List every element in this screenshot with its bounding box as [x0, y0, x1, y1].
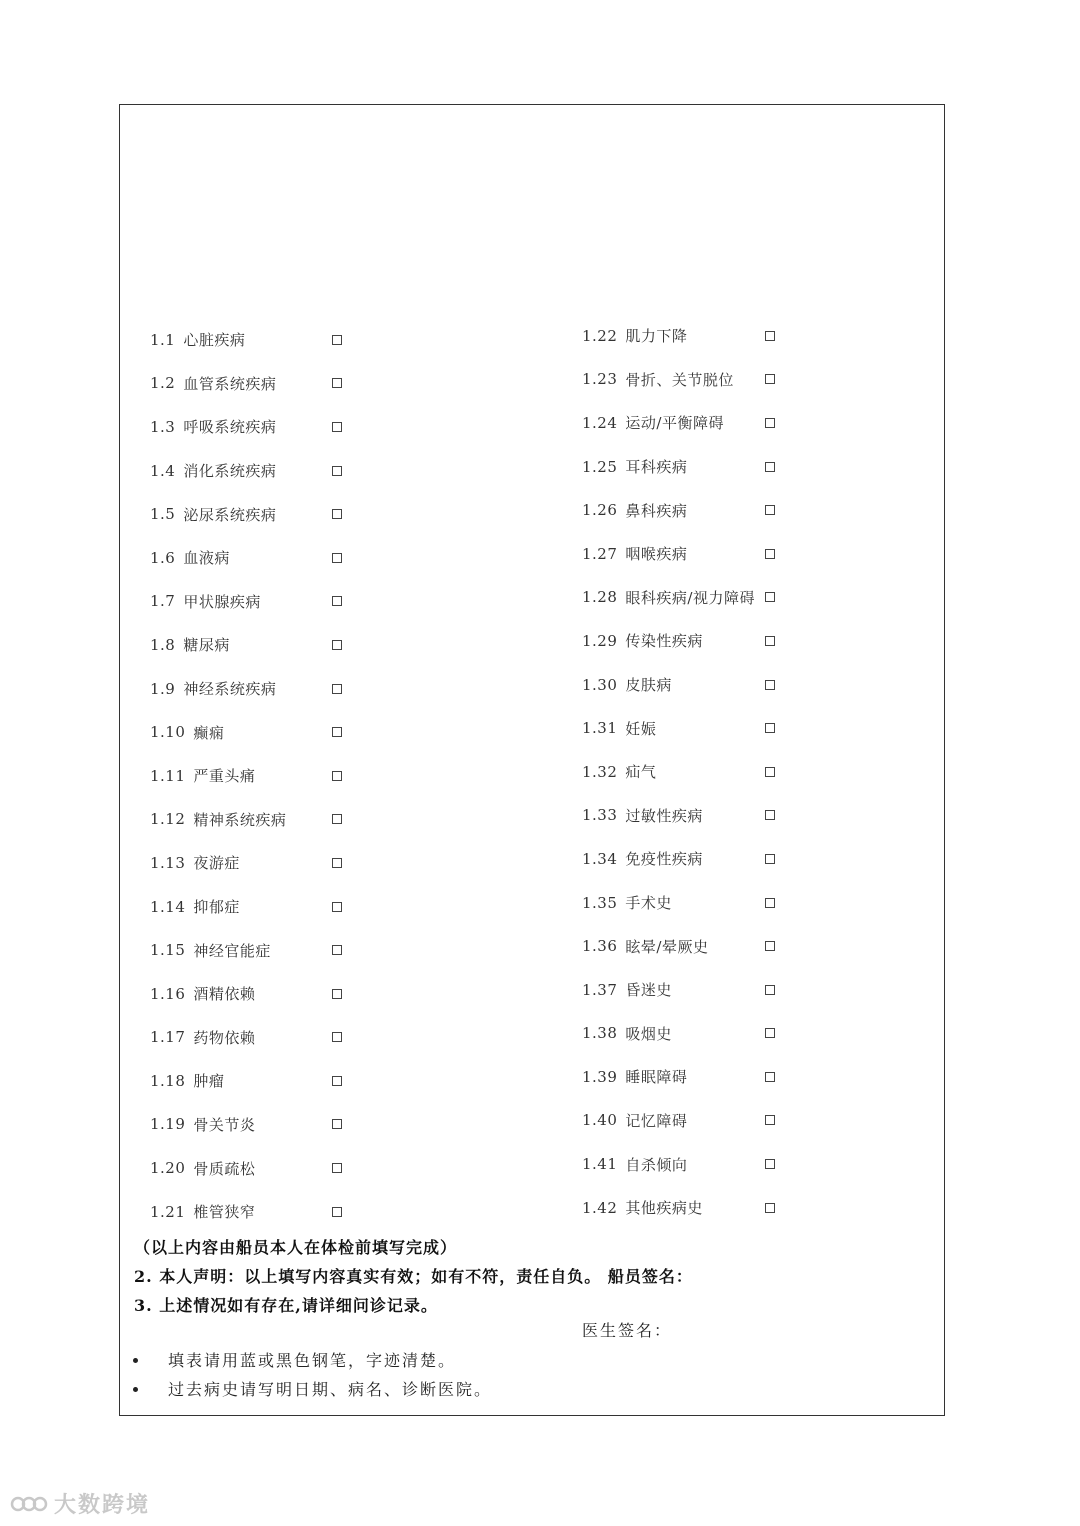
checklist-item	[150, 754, 286, 798]
checklist-item	[582, 1142, 755, 1186]
item-number: 1.16	[150, 984, 186, 1003]
checkbox[interactable]	[332, 684, 342, 694]
item-number: 1.28	[582, 588, 618, 607]
item-number: 1.35	[582, 893, 618, 912]
note-detailed-inquiry: 3. 上述情况如有存在,请详细问诊记录。	[134, 1296, 438, 1315]
item-number: 1.9	[150, 679, 176, 698]
item-label: 神经官能症	[193, 941, 271, 960]
checkbox[interactable]	[332, 1076, 342, 1086]
item-number: 1.20	[150, 1159, 186, 1178]
checkbox[interactable]	[332, 466, 342, 476]
item-number: 1.29	[582, 631, 618, 650]
item-label: 肌力下降	[625, 327, 688, 346]
checkbox[interactable]	[332, 596, 342, 606]
item-label: 呼吸系统疾病	[183, 418, 277, 437]
checkbox[interactable]	[332, 902, 342, 912]
checkbox[interactable]	[765, 331, 775, 341]
checkbox[interactable]	[765, 1203, 775, 1213]
item-number: 1.10	[150, 723, 186, 742]
item-number: 1.8	[150, 635, 176, 654]
item-label: 癫痫	[193, 723, 225, 742]
item-label: 血液病	[183, 549, 230, 568]
item-number: 1.41	[582, 1155, 618, 1174]
checklist-item	[582, 445, 755, 489]
item-label: 眩晕/晕厥史	[625, 937, 709, 956]
left-checklist	[150, 318, 286, 1233]
item-label: 皮肤病	[625, 676, 672, 695]
checklist-item	[150, 885, 286, 929]
checkbox[interactable]	[765, 854, 775, 864]
checklist-item	[582, 1186, 755, 1230]
item-label: 过敏性疾病	[625, 806, 703, 825]
bullet-icon	[133, 1387, 138, 1392]
instruction-item	[133, 1346, 492, 1375]
item-number: 1.15	[150, 941, 186, 960]
item-number: 1.12	[150, 810, 186, 829]
checklist-item	[150, 1059, 286, 1103]
checkbox[interactable]	[332, 989, 342, 999]
item-number: 1.36	[582, 937, 618, 956]
checkbox[interactable]	[332, 814, 342, 824]
item-number: 1.37	[582, 980, 618, 999]
item-label: 泌尿系统疾病	[183, 505, 277, 524]
checklist-item	[582, 619, 755, 663]
checklist-item	[582, 576, 755, 620]
item-number: 1.30	[582, 675, 618, 694]
bullet-icon	[133, 1358, 138, 1363]
item-number: 1.6	[150, 548, 176, 567]
checklist-item	[150, 362, 286, 406]
item-label: 甲状腺疾病	[183, 592, 261, 611]
checklist-item	[582, 837, 755, 881]
item-number: 1.39	[582, 1067, 618, 1086]
item-label: 耳科疾病	[625, 458, 688, 477]
item-number: 1.21	[150, 1202, 186, 1221]
item-label: 严重头痛	[193, 767, 256, 786]
watermark-text: 大数跨境	[54, 1493, 151, 1518]
item-number: 1.7	[150, 592, 176, 611]
checkbox[interactable]	[332, 1207, 342, 1217]
item-label: 神经系统疾病	[183, 680, 277, 699]
checkbox[interactable]	[332, 553, 342, 563]
item-number: 1.13	[150, 853, 186, 872]
checklist-item	[582, 1099, 755, 1143]
checklist-item	[150, 536, 286, 580]
checkbox[interactable]	[765, 1072, 775, 1082]
checklist-item	[582, 1012, 755, 1056]
checklist-item	[150, 318, 286, 362]
item-label: 心脏疾病	[183, 331, 246, 350]
watermark-logo-icon	[10, 1493, 48, 1515]
item-number: 1.24	[582, 413, 618, 432]
checkbox[interactable]	[332, 640, 342, 650]
checklist-item	[582, 924, 755, 968]
item-label: 骨关节炎	[193, 1115, 256, 1134]
item-label: 鼻科疾病	[625, 501, 688, 520]
checklist-item	[582, 401, 755, 445]
checklist-item	[582, 881, 755, 925]
checkbox[interactable]	[765, 418, 775, 428]
item-label: 椎管狭窄	[193, 1203, 256, 1222]
checkbox[interactable]	[332, 1119, 342, 1129]
item-label: 精神系统疾病	[193, 810, 287, 829]
checklist-item	[582, 358, 755, 402]
instruction-text: 填表请用蓝或黑色钢笔，字迹清楚。	[168, 1351, 457, 1370]
checkbox[interactable]	[765, 1159, 775, 1169]
checklist-item	[582, 532, 755, 576]
item-number: 1.34	[582, 849, 618, 868]
checklist-item	[150, 710, 286, 754]
item-number: 1.17	[150, 1028, 186, 1047]
checkbox[interactable]	[765, 898, 775, 908]
instruction-item	[133, 1375, 492, 1404]
checkbox[interactable]	[765, 462, 775, 472]
checklist-item	[150, 972, 286, 1016]
item-number: 1.23	[582, 370, 618, 389]
checkbox[interactable]	[332, 1163, 342, 1173]
checkbox[interactable]	[765, 941, 775, 951]
item-number: 1.11	[150, 766, 186, 785]
item-label: 记忆障碍	[625, 1111, 688, 1130]
item-number: 1.1	[150, 330, 176, 349]
item-label: 骨折、关节脱位	[625, 370, 734, 389]
checklist-item	[582, 968, 755, 1012]
checklist-item	[150, 667, 286, 711]
checkbox[interactable]	[765, 374, 775, 384]
item-label: 其他疾病史	[625, 1199, 703, 1218]
declaration-notes	[134, 1233, 693, 1320]
checklist-item	[150, 928, 286, 972]
checkbox[interactable]	[765, 723, 775, 733]
item-label: 吸烟史	[625, 1024, 672, 1043]
checkbox[interactable]	[332, 422, 342, 432]
item-label: 疝气	[625, 763, 657, 782]
checkbox[interactable]	[765, 767, 775, 777]
item-label: 糖尿病	[183, 636, 230, 655]
item-label: 骨质疏松	[193, 1159, 256, 1178]
item-number: 1.33	[582, 806, 618, 825]
checklist-item	[150, 492, 286, 536]
checkbox[interactable]	[765, 985, 775, 995]
item-number: 1.38	[582, 1024, 618, 1043]
item-label: 药物依赖	[193, 1028, 256, 1047]
item-label: 昏迷史	[625, 981, 672, 1000]
checklist-item	[150, 1016, 286, 1060]
item-label: 妊娠	[625, 719, 657, 738]
item-number: 1.18	[150, 1071, 186, 1090]
item-label: 肿瘤	[193, 1072, 225, 1091]
item-number: 1.42	[582, 1198, 618, 1217]
item-number: 1.4	[150, 461, 176, 480]
checkbox[interactable]	[765, 1028, 775, 1038]
checkbox[interactable]	[765, 810, 775, 820]
item-label: 眼科疾病/视力障碍	[625, 588, 755, 607]
checkbox[interactable]	[332, 727, 342, 737]
checklist-item	[582, 1055, 755, 1099]
item-label: 抑郁症	[193, 898, 240, 917]
item-label: 咽喉疾病	[625, 545, 688, 564]
checklist-item	[582, 750, 755, 794]
doctor-signature-label: 医生签名：	[582, 1321, 673, 1340]
item-label: 酒精依赖	[193, 985, 256, 1004]
checklist-item	[582, 488, 755, 532]
item-number: 1.19	[150, 1115, 186, 1134]
item-number: 1.2	[150, 374, 176, 393]
item-number: 1.32	[582, 762, 618, 781]
checklist-item	[150, 580, 286, 624]
item-label: 消化系统疾病	[183, 462, 277, 481]
item-number: 1.26	[582, 501, 618, 520]
instruction-text: 过去病史请写明日期、病名、诊断医院。	[168, 1380, 493, 1399]
note-declaration-seafarer-signature: 2. 本人声明：以上填写内容真实有效；如有不符，责任自负。 船员签名：	[134, 1267, 693, 1286]
watermark	[10, 1488, 150, 1519]
item-number: 1.5	[150, 505, 176, 524]
checklist-item	[582, 314, 755, 358]
checkbox[interactable]	[765, 549, 775, 559]
checkbox[interactable]	[332, 378, 342, 388]
item-label: 运动/平衡障碍	[625, 414, 724, 433]
checklist-item	[150, 405, 286, 449]
item-number: 1.40	[582, 1111, 618, 1130]
checklist-item	[150, 1146, 286, 1190]
checkbox[interactable]	[765, 680, 775, 690]
item-label: 手术史	[625, 894, 672, 913]
item-number: 1.31	[582, 719, 618, 738]
item-label: 传染性疾病	[625, 632, 703, 651]
item-number: 1.3	[150, 417, 176, 436]
checkbox[interactable]	[332, 771, 342, 781]
checklist-item	[582, 794, 755, 838]
checklist-item	[150, 1103, 286, 1147]
item-number: 1.25	[582, 457, 618, 476]
checkbox[interactable]	[765, 592, 775, 602]
checklist-item	[150, 449, 286, 493]
item-label: 免疫性疾病	[625, 850, 703, 869]
checkbox[interactable]	[765, 1115, 775, 1125]
instructions-list	[133, 1346, 492, 1404]
item-label: 睡眠障碍	[625, 1068, 688, 1087]
item-label: 自杀倾向	[625, 1155, 688, 1174]
checklist-item	[582, 706, 755, 750]
checkbox[interactable]	[332, 1032, 342, 1042]
checkbox[interactable]	[765, 505, 775, 515]
checklist-item	[150, 1190, 286, 1234]
note-filled-by-seafarer: （以上内容由船员本人在体检前填写完成）	[134, 1238, 458, 1257]
item-label: 夜游症	[193, 854, 240, 873]
checklist-item	[150, 841, 286, 885]
item-number: 1.27	[582, 544, 618, 563]
checkbox[interactable]	[765, 636, 775, 646]
checkbox[interactable]	[332, 945, 342, 955]
right-checklist	[582, 314, 755, 1229]
checklist-item	[150, 623, 286, 667]
item-number: 1.14	[150, 897, 186, 916]
checklist-item	[150, 798, 286, 842]
checkbox[interactable]	[332, 509, 342, 519]
checkbox[interactable]	[332, 335, 342, 345]
item-label: 血管系统疾病	[183, 374, 277, 393]
checkbox[interactable]	[332, 858, 342, 868]
checklist-item	[582, 663, 755, 707]
item-number: 1.22	[582, 326, 618, 345]
